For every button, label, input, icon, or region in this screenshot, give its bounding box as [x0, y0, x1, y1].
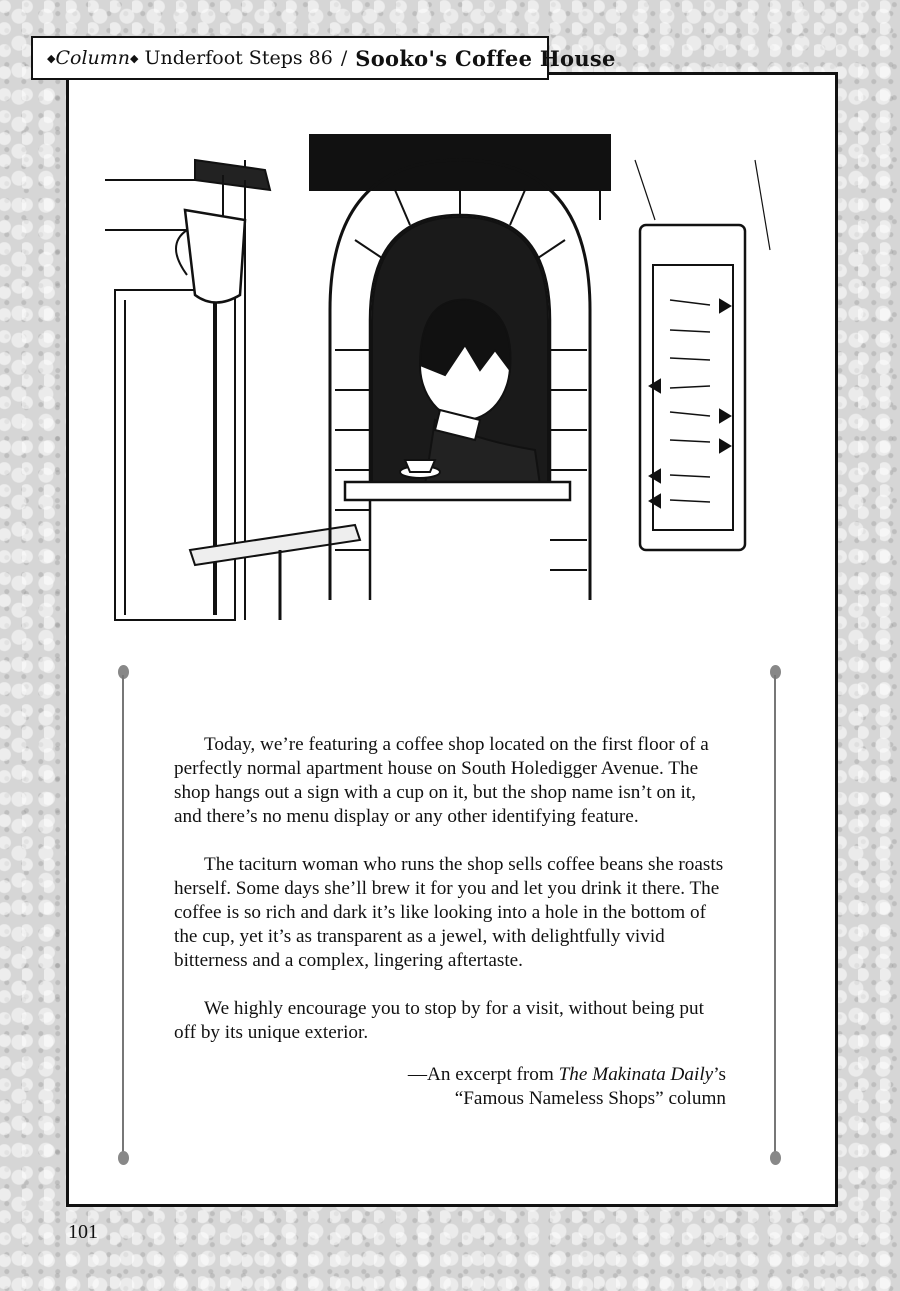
- series-label: Underfoot Steps 86: [144, 47, 333, 69]
- shop-window-illustration: [95, 120, 795, 630]
- credit-column-name: “Famous Nameless Shops” column: [454, 1088, 726, 1109]
- article-paragraph: Today, we’re featuring a coffee shop located on the first floor of a perfectly normal apartment house on South Holedigger Avenue. The shop hangs out a sign with a cup on it, but the shop name isn’t on it, and there’s no menu display or any other identifying feature.: [174, 734, 709, 827]
- header-separator: /: [340, 47, 348, 69]
- column-header: [31, 36, 616, 80]
- article-paragraph: We highly encourage you to stop by for a visit, without being put off by its unique exterior.: [174, 998, 704, 1043]
- right-text-bracket: [768, 665, 782, 1165]
- credit-publication: The Makinata Daily: [558, 1064, 714, 1085]
- article-paragraph: The taciturn woman who runs the shop sells coffee beans she roasts herself. Some days she’ll brew it for you and let you drink it there. The coffee is so rich and dark it’s like looking into a hole in the bottom of the cup, yet it’s as transparent as a jewel, with delightfully vivid bitterness and a complex, lingering aftertaste.: [174, 854, 724, 971]
- credit-suffix: ’s: [713, 1064, 726, 1085]
- article-credit: [174, 1063, 726, 1111]
- article-body: [174, 733, 726, 1111]
- left-text-bracket: [116, 665, 130, 1165]
- credit-prefix: —An excerpt from: [407, 1064, 559, 1085]
- page-number: 101: [68, 1221, 98, 1243]
- page-title: Sooko's Coffee House: [355, 45, 616, 71]
- diamond-icon: ◆: [47, 51, 56, 65]
- column-label: Column: [55, 47, 131, 69]
- diamond-icon: ◆: [130, 51, 139, 65]
